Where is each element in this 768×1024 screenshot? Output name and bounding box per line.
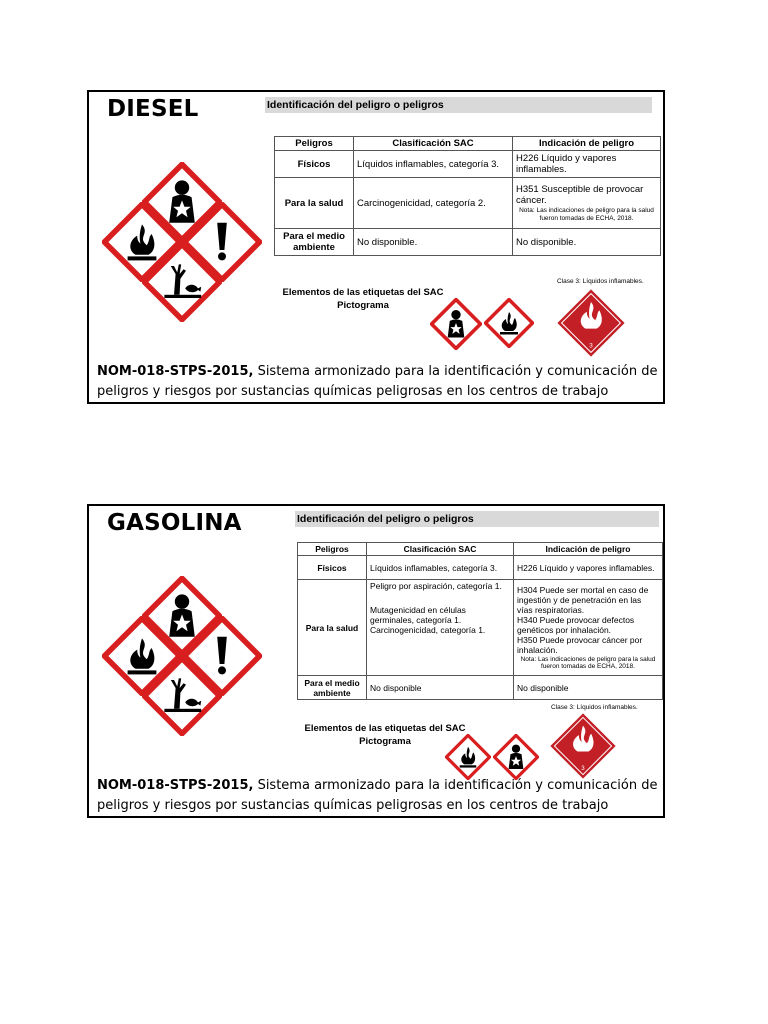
card-title: GASOLINA: [107, 510, 242, 536]
table-header-row: [298, 543, 663, 556]
clasificacion-cell: Carcinogenicidad, categoría 2.: [354, 178, 513, 229]
clasificacion-cell: No disponible.: [354, 229, 513, 256]
flame-icon: [484, 298, 534, 348]
pictograma-label: Pictograma: [359, 736, 411, 747]
indicacion-text: H340 Puede provocar defectos genéticos por inhalación.: [517, 614, 635, 635]
ident-header: Identificación del peligro o peligros: [295, 511, 659, 527]
peligro-cell: Físicos: [275, 151, 354, 178]
ghs-pictogram-group: [97, 576, 267, 744]
card-title: DIESEL: [107, 96, 199, 122]
pictograma-label: Pictograma: [337, 300, 389, 311]
peligro-cell: Para la salud: [275, 178, 354, 229]
col-header: Peligros: [298, 543, 367, 556]
clase-label: Clase 3: Líquidos inflamables.: [551, 704, 638, 711]
col-header: Indicación de peligro: [514, 543, 663, 556]
transport-class3-icon: [549, 712, 617, 780]
indicacion-cell: [514, 580, 663, 676]
ident-header: Identificación del peligro o peligros: [265, 97, 652, 113]
clasificacion-cell: Líquidos inflamables, categoría 3.: [354, 151, 513, 178]
table-row: [275, 229, 661, 256]
hazard-table: [274, 136, 661, 256]
clasificacion-cell: Líquidos inflamables, categoría 3.: [367, 556, 514, 580]
nom-text: Sistema armonizado para la identificación y comunicación de peligros y riesgos por sustancias químicas peligrosas en los centros de trabajo: [97, 778, 658, 813]
hazard-table: [297, 542, 663, 700]
ghs-pictogram-group: [97, 162, 267, 330]
table-row: [298, 556, 663, 580]
indicacion-cell: [513, 178, 661, 229]
nom-code: NOM-018-STPS-2015,: [97, 778, 254, 793]
flame-icon: [445, 734, 491, 780]
peligro-cell: Para el medio ambiente: [298, 676, 367, 700]
class-number: 3: [589, 342, 593, 350]
nom-description: [97, 362, 665, 401]
indicacion-cell: H226 Líquido y vapores inflamables.: [514, 556, 663, 580]
nota-text: Nota: Las indicaciones de peligro para la salud fueron tomadas de ECHA, 2018.: [519, 207, 654, 222]
health-hazard-icon: [493, 734, 539, 780]
indicacion-cell: H226 Líquido y vapores inflamables.: [513, 151, 661, 178]
elementos-heading: Elementos de las etiquetas del SAC: [282, 287, 444, 298]
table-row: [298, 676, 663, 700]
peligro-cell: Para el medio ambiente: [275, 229, 354, 256]
col-header: Clasificación SAC: [367, 543, 514, 556]
indicacion-text: H351 Susceptible de provocar cáncer.: [516, 184, 644, 206]
table-row: [275, 178, 661, 229]
hazard-card-diesel: [87, 90, 665, 404]
indicacion-text: H304 Puede ser mortal en caso de ingestión y de penetración en las vías respiratorias.: [517, 584, 649, 615]
col-header: Peligros: [275, 137, 354, 151]
col-header: Indicación de peligro: [513, 137, 661, 151]
peligro-cell: Para la salud: [298, 580, 367, 676]
clasificacion-text: Peligro por aspiración, categoría 1.: [370, 581, 502, 591]
nom-code: NOM-018-STPS-2015,: [97, 364, 254, 379]
col-header: Clasificación SAC: [354, 137, 513, 151]
table-row: [275, 151, 661, 178]
indicacion-cell: No disponible.: [513, 229, 661, 256]
elementos-title: [277, 286, 449, 312]
clasificacion-text: Mutagenicidad en células germinales, categoría 1.: [370, 605, 466, 625]
clasificacion-cell: No disponible: [367, 676, 514, 700]
clase-label: Clase 3: Líquidos inflamables.: [557, 278, 644, 285]
table-header-row: [275, 137, 661, 151]
clasificacion-cell: [367, 580, 514, 676]
peligro-cell: Físicos: [298, 556, 367, 580]
transport-class3-icon: [556, 288, 626, 358]
class-number: 3: [581, 764, 585, 772]
nom-text: Sistema armonizado para la identificación y comunicación de peligros y riesgos por sustancias químicas peligrosas en los centros de trabajo: [97, 364, 658, 399]
health-hazard-icon: [430, 298, 482, 350]
indicacion-cell: No disponible: [514, 676, 663, 700]
nota-text: Nota: Las indicaciones de peligro para la salud fueron tomadas de ECHA, 2018.: [520, 655, 656, 670]
hazard-card-gasolina: [87, 504, 665, 818]
clasificacion-text: Carcinogenicidad, categoría 1.: [370, 625, 486, 635]
nom-description: [97, 776, 665, 815]
elementos-heading: Elementos de las etiquetas del SAC: [304, 723, 466, 734]
indicacion-text: H350 Puede provocar cáncer por inhalación.: [517, 634, 643, 655]
table-row: [298, 580, 663, 676]
